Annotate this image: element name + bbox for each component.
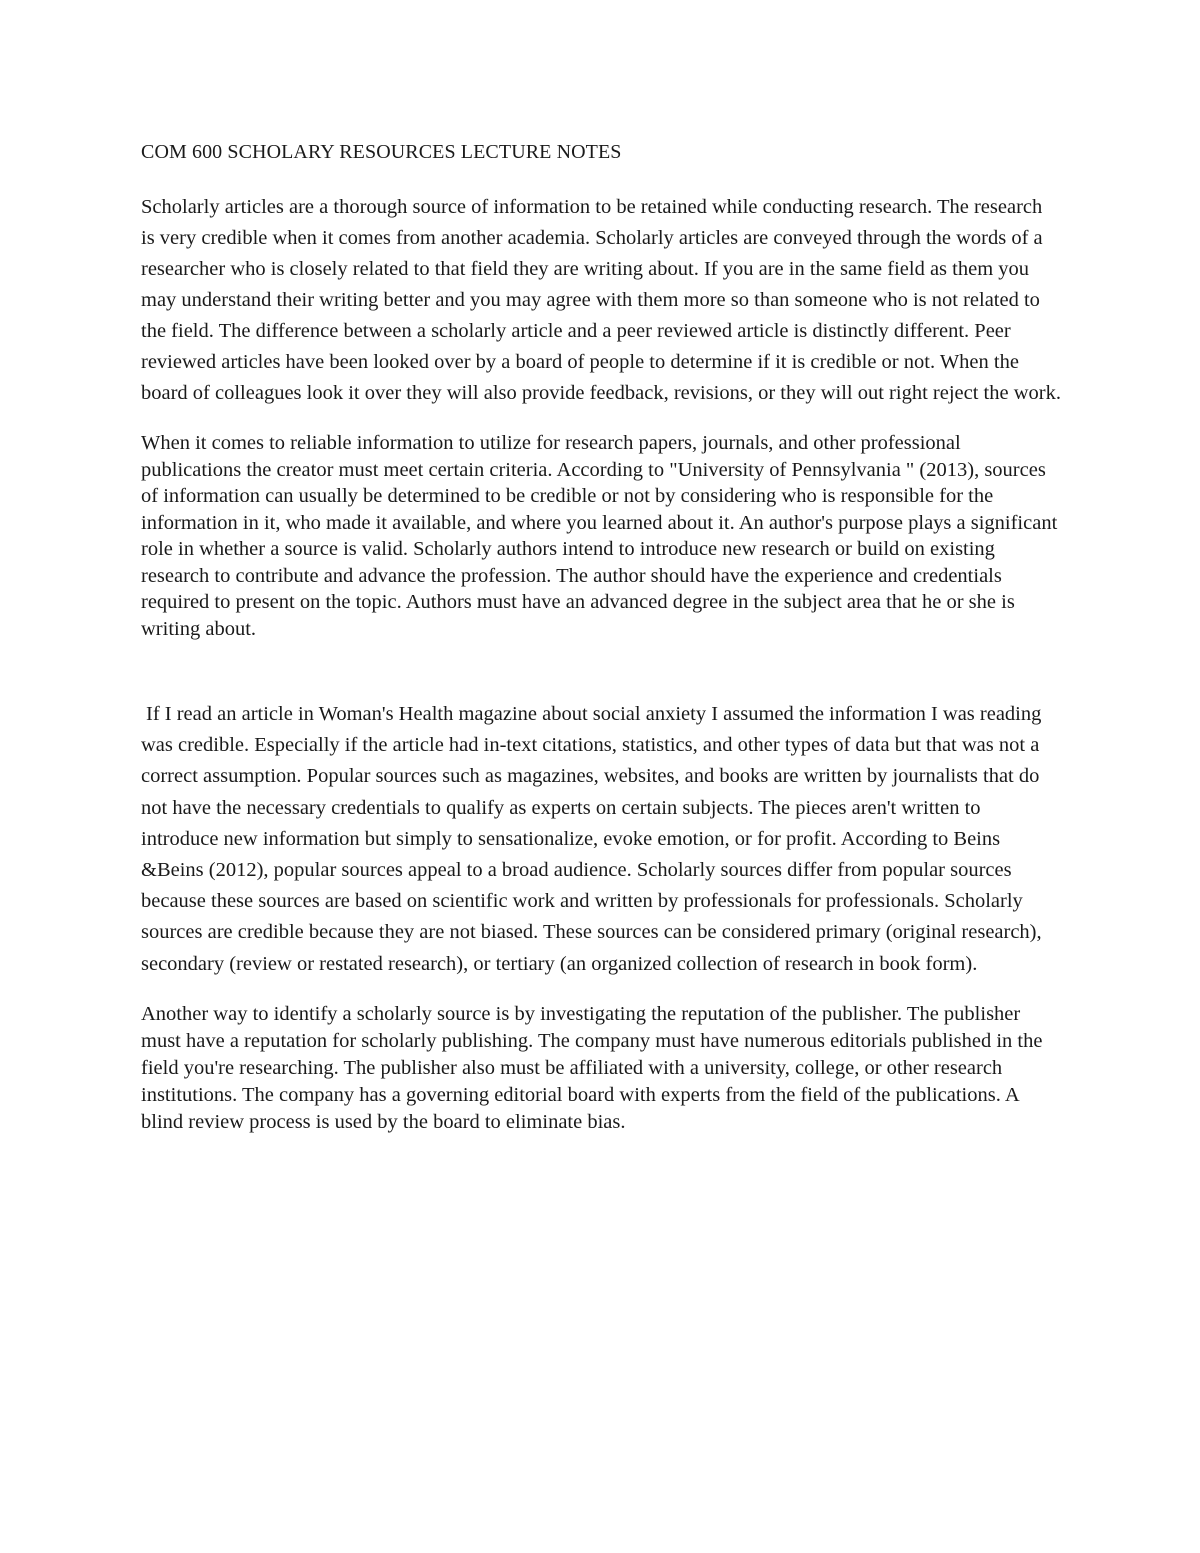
paragraph-scholarly-articles: Scholarly articles are a thorough source of information to be retained while conducting research. The research is very credible when it comes from another academia. Scholarly articles are conveyed through the words of a researcher who is closely related to that field they are writing about. If you are in the same field as them you may understand their writing better and you may agree with them more so than someone who is not related to the field. The difference between a scholarly article and a peer reviewed article is distinctly different. Peer reviewed articles have been looked over by a board of people to determine if it is credible or not. When the board of colleagues look it over they will also provide feedback, revisions, or they will out right reject the work. bbox=[141, 196, 1061, 404]
document-page bbox=[141, 138, 1061, 1136]
paragraph-publisher-reputation: Another way to identify a scholarly source is by investigating the reputation of the publisher. The publisher must have a reputation for scholarly publishing. The company must have numerous editorials published in the field you're researching. The publisher also must be affiliated with a university, college, or other research institutions. The company has a governing editorial board with experts from the field of the publications. A blind review process is used by the board to eliminate bias. bbox=[141, 1002, 1043, 1133]
paragraph-popular-sources: If I read an article in Woman's Health magazine about social anxiety I assumed the information I was reading was credible. Especially if the article had in-text citations, statistics, and other types of data but that was not a correct assumption. Popular sources such as magazines, websites, and books are written by journalists that do not have the necessary credentials to qualify as experts on certain subjects. The pieces aren't written to introduce new information but simply to sensationalize, evoke emotion, or for profit. According to Beins &Beins (2012), popular sources appeal to a broad audience. Scholarly sources differ from popular sources because these sources are based on scientific work and written by professionals for professionals. Scholarly sources are credible because they are not biased. These sources can be considered primary (original research), secondary (review or restated research), or tertiary (an organized collection of research in book form). bbox=[141, 703, 1042, 975]
paragraph-reliable-information: When it comes to reliable information to utilize for research papers, journals, and other professional publications the creator must meet certain criteria. According to "University of Pennsylvania " (2013), sources of information can usually be determined to be credible or not by considering who is responsible for the information in it, who made it available, and where you learned about it. An author's purpose plays a significant role in whether a source is valid. Scholarly authors intend to introduce new research or build on existing research to contribute and advance the profession. The author should have the experience and credentials required to present on the topic. Authors must have an advanced degree in the subject area that he or she is writing about. bbox=[141, 432, 1058, 640]
document-title: COM 600 SCHOLARY RESOURCES LECTURE NOTES bbox=[141, 141, 622, 163]
